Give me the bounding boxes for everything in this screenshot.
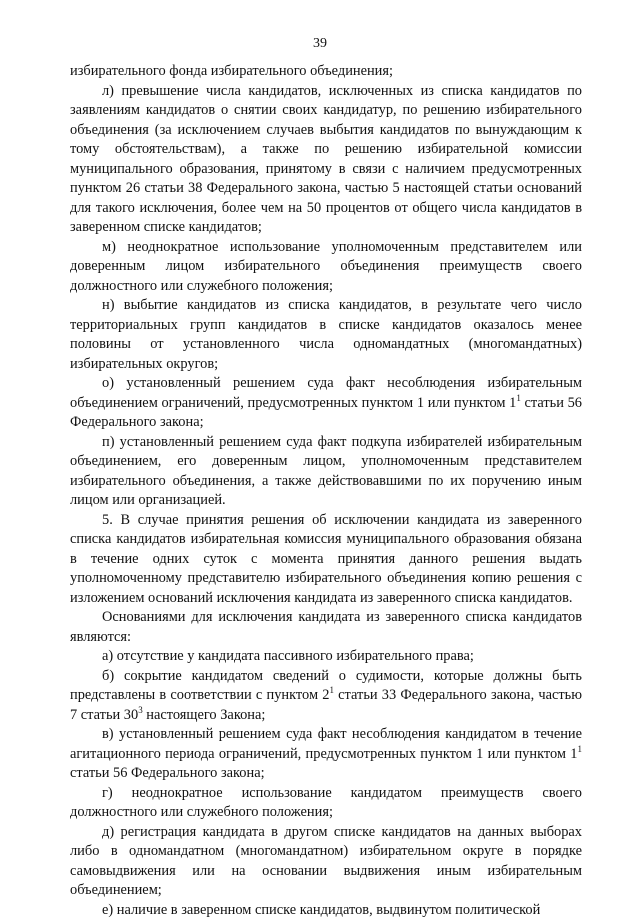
paragraph — [70, 823, 582, 901]
paragraph-text: настоящего Закона; — [143, 707, 266, 723]
paragraph — [70, 725, 582, 784]
paragraph-text: е) наличие в заверенном списке кандидатов, выдвинутом политической — [102, 902, 540, 918]
paragraph-text: а) отсутствие у кандидата пассивного избирательного права; — [102, 648, 474, 664]
paragraph-text: избирательного фонда избирательного объединения; — [70, 63, 393, 79]
paragraph — [70, 82, 582, 238]
paragraph — [70, 608, 582, 647]
paragraph — [70, 374, 582, 433]
paragraph — [70, 433, 582, 511]
superscript: 1 — [578, 744, 583, 754]
paragraph-text: в) установленный решением суда факт несоблюдения кандидатом в течение агитационного периода ограничений, предусмотренных пунктом 1 или пунктом 1 — [70, 726, 582, 762]
paragraph-text: статьи 33 Федерального закона, частью 7 статьи 30 — [70, 687, 582, 723]
paragraph-text: о) установленный решением суда факт несоблюдения избирательным объединением ограничений, предусмотренных пунктом 1 или пунктом 1 — [70, 375, 582, 411]
paragraph-text: н) выбытие кандидатов из списка кандидатов, в результате чего число территориальных групп кандидатов в списке кандидатов оказалось менее половины от установленного числа одномандатных (многомандатных) избирательных округов; — [70, 297, 582, 372]
paragraph — [70, 511, 582, 609]
paragraph-text: п) установленный решением суда факт подкупа избирателей избирательным объединением, его доверенным лицом, уполномоченным представителем избирательного объединения, а также действовавшими по их поручению иным лицом или организацией. — [70, 434, 582, 509]
paragraph-text: д) регистрация кандидата в другом списке кандидатов на данных выборах либо в одномандатном (многомандатном) избирательном округе в порядке самовыдвижения или на основании выдвижения иным избирательным объединением; — [70, 824, 582, 899]
page-number: 39 — [0, 36, 640, 52]
body-text — [70, 62, 582, 920]
paragraph-text: 5. В случае принятия решения об исключении кандидата из заверенного списка кандидатов избирательная комиссия муниципального образования обязана в течение одних суток с момента принятия данного решения выдать уполномоченному представителю избирательного объединения копию решения с изложением оснований исключения кандидата из заверенного списка кандидатов. — [70, 512, 582, 606]
paragraph-text: статьи 56 Федерального закона; — [70, 395, 582, 431]
paragraph-text: б) сокрытие кандидатом сведений о судимости, которые должны быть представлены в соответствии с пунктом 2 — [70, 668, 582, 704]
paragraph — [70, 62, 582, 82]
paragraph-text: л) превышение числа кандидатов, исключенных из списка кандидатов по заявлениям кандидатов о снятии своих кандидатур, по решению избирательного объединения (за исключением случаев выбытия кандидатов по вынуждающим к тому обстоятельствам), а также по решению избирательной комиссии муниципального образования, принятому в связи с наличием предусмотренных пунктом 26 статьи 38 Федерального закона, частью 5 настоящей статьи оснований для такого исключения, более чем на 50 процентов от общего числа кандидатов в заверенном списке кандидатов; — [70, 83, 582, 236]
paragraph — [70, 238, 582, 297]
paragraph — [70, 901, 582, 920]
paragraph-text: статьи 56 Федерального закона; — [70, 765, 265, 781]
paragraph-text: Основаниями для исключения кандидата из заверенного списка кандидатов являются: — [70, 609, 582, 645]
paragraph — [70, 667, 582, 726]
paragraph-text: г) неоднократное использование кандидатом преимуществ своего должностного или служебного положения; — [70, 785, 582, 821]
paragraph — [70, 296, 582, 374]
superscript: 1 — [516, 393, 521, 403]
paragraph — [70, 647, 582, 667]
superscript: 1 — [329, 685, 334, 695]
paragraph-text: м) неоднократное использование уполномоченным представителем или доверенным лицом избирательного объединения преимуществ своего должностного или служебного положения; — [70, 239, 582, 294]
superscript: 3 — [138, 705, 143, 715]
paragraph — [70, 784, 582, 823]
